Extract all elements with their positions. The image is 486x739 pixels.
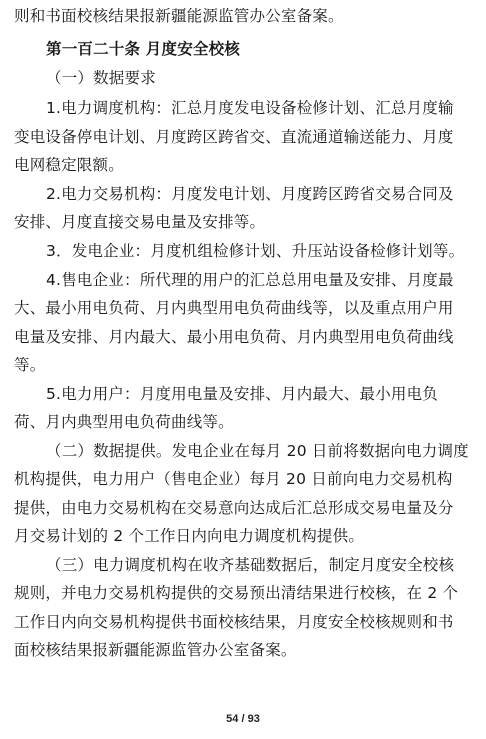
- text-line: 则和书面校核结果报新疆能源监管办公室备案。: [14, 7, 344, 25]
- page-number: 54 / 93: [226, 713, 260, 725]
- text-line: 荷、月内典型用电负荷曲线等。: [14, 413, 234, 431]
- text-line: 5.电力用户：月度用电量及安排、月内最大、最小用电负: [46, 385, 438, 403]
- text-line: （三）电力调度机构在收齐基础数据后，制定月度安全校核: [46, 556, 455, 574]
- text-line: （二）数据提供。发电企业在每月 20 日前将数据向电力调度: [46, 442, 469, 460]
- text-line: 大、最小用电负荷、月内典型用电负荷曲线等，以及重点用户用: [14, 299, 454, 317]
- text-line: 面校核结果报新疆能源监管办公室备案。: [14, 641, 297, 659]
- article-title: 第一百二十条 月度安全校核: [46, 40, 240, 58]
- text-line: 3．发电企业：月度机组检修计划、升压站设备检修计划等。: [46, 242, 465, 260]
- text-line: 提供，由电力交易机构在交易意向达成后汇总形成交易电量及分: [14, 499, 454, 517]
- text-line: 4.售电企业：所代理的用户的汇总总用电量及安排、月度最: [46, 271, 454, 289]
- text-line: 机构提供，电力用户（售电企业）每月 20 日前向电力交易机构: [14, 470, 453, 488]
- text-line: 安排、月度直接交易电量及安排等。: [14, 213, 266, 231]
- text-line: 电网稳定限额。: [14, 156, 124, 174]
- text-line: 1.电力调度机构：汇总月度发电设备检修计划、汇总月度输: [46, 99, 454, 117]
- text-line: 2.电力交易机构：月度发电计划、月度跨区跨省交易合同及: [46, 185, 454, 203]
- text-line: 月交易计划的 2 个工作日内向电力调度机构提供。: [14, 527, 365, 545]
- text-line: 规则，并电力交易机构提供的交易预出清结果进行校核，在 2 个: [14, 584, 459, 602]
- text-line: 工作日内向交易机构提供书面校核结果，月度安全校核规则和书: [14, 613, 454, 631]
- section-heading: （一）数据要求: [46, 69, 156, 87]
- text-line: 变电设备停电计划、月度跨区跨省交、直流通道输送能力、月度: [14, 128, 454, 146]
- text-line: 等。: [14, 356, 46, 374]
- text-line: 电量及安排、月内最大、最小用电负荷、月内典型用电负荷曲线: [14, 328, 454, 346]
